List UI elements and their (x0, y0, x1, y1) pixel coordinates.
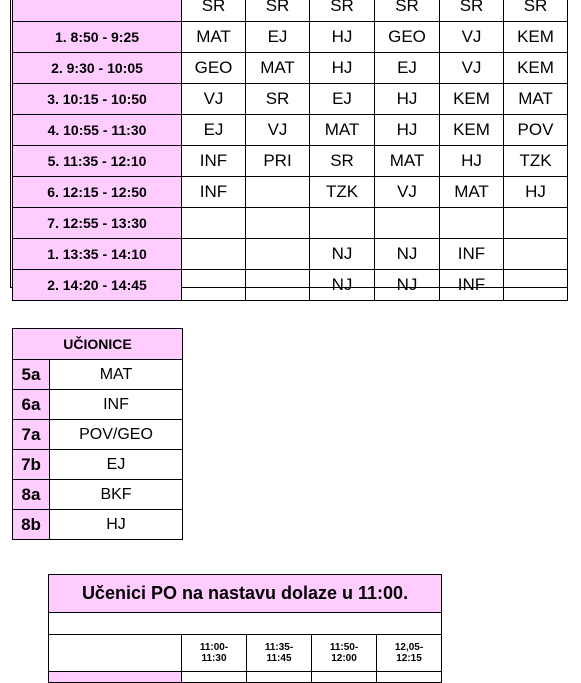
classroom-row (13, 450, 183, 480)
subject-cell: EJ (182, 115, 246, 146)
classroom-label: 6a (13, 390, 50, 420)
period-time: 2. 14:20 - 14:45 (13, 270, 182, 301)
subject-cell: SR (246, 84, 310, 115)
schedule-row (13, 239, 568, 270)
schedule-row (13, 84, 568, 115)
classroom-subject: INF (50, 390, 183, 420)
schedule-header-cell: SR (504, 0, 568, 22)
po-cut-cell (49, 672, 182, 683)
subject-cell: PRI (246, 146, 310, 177)
subject-cell: INF (440, 239, 504, 270)
schedule-table (12, 0, 568, 301)
subject-cell (504, 270, 568, 301)
subject-cell: HJ (310, 53, 375, 84)
subject-cell: HJ (504, 177, 568, 208)
subject-cell: MAT (182, 22, 246, 53)
subject-cell: NJ (310, 239, 375, 270)
subject-cell: TZK (310, 177, 375, 208)
subject-cell: MAT (310, 115, 375, 146)
classroom-row (13, 360, 183, 390)
po-notice-title: Učenici PO na nastavu dolaze u 11:00. (49, 575, 442, 613)
schedule-header-cell: SR (310, 0, 375, 22)
subject-cell: TZK (504, 146, 568, 177)
po-time-slot-end: 12:00 (331, 653, 357, 664)
po-time-slot-end: 11:30 (201, 653, 227, 664)
subject-cell (182, 270, 246, 301)
subject-cell: VJ (246, 115, 310, 146)
period-time: 6. 12:15 - 12:50 (13, 177, 182, 208)
schedule-row (13, 270, 568, 301)
classroom-subject: POV/GEO (50, 420, 183, 450)
po-time-slot-start: 11:50- (329, 642, 359, 653)
po-time-slot-end: 11:45 (266, 653, 292, 664)
subject-cell: EJ (246, 22, 310, 53)
schedule-header-corner (13, 0, 182, 22)
subject-cell: KEM (440, 115, 504, 146)
schedule-row (13, 177, 568, 208)
po-slots-row (49, 635, 442, 672)
po-cut-cell (247, 672, 312, 683)
subject-cell: KEM (504, 53, 568, 84)
subject-cell: INF (182, 146, 246, 177)
po-notice-blank-row (49, 613, 442, 635)
classroom-subject: HJ (50, 510, 183, 540)
schedule-header-cell: SR (440, 0, 504, 22)
classroom-label: 5a (13, 360, 50, 390)
subject-cell (504, 208, 568, 239)
subject-cell: SR (310, 146, 375, 177)
subject-cell: POV (504, 115, 568, 146)
schedule-row (13, 53, 568, 84)
subject-cell: VJ (440, 22, 504, 53)
subject-cell (246, 208, 310, 239)
subject-cell: MAT (504, 84, 568, 115)
classroom-subject: EJ (50, 450, 183, 480)
subject-cell: MAT (440, 177, 504, 208)
period-time: 2. 9:30 - 10:05 (13, 53, 182, 84)
classroom-subject: BKF (50, 480, 183, 510)
classroom-row (13, 510, 183, 540)
subject-cell: INF (182, 177, 246, 208)
classroom-row (13, 480, 183, 510)
period-time: 7. 12:55 - 13:30 (13, 208, 182, 239)
subject-cell: HJ (310, 22, 375, 53)
po-time-slot (247, 635, 312, 672)
po-time-slot-start: 11:35- (264, 642, 294, 653)
subject-cell: NJ (375, 239, 440, 270)
classroom-row (13, 390, 183, 420)
subject-cell (375, 208, 440, 239)
subject-cell: NJ (310, 270, 375, 301)
subject-cell (182, 239, 246, 270)
subject-cell: KEM (440, 84, 504, 115)
classroom-label: 8b (13, 510, 50, 540)
po-time-slot-end: 12:15 (396, 653, 422, 664)
period-time: 1. 8:50 - 9:25 (13, 22, 182, 53)
subject-cell (310, 208, 375, 239)
subject-cell: HJ (375, 115, 440, 146)
po-time-slot-start: 11:00- (199, 642, 229, 653)
schedule-header-cell: SR (375, 0, 440, 22)
subject-cell: MAT (246, 53, 310, 84)
po-notice-table (48, 574, 442, 683)
schedule-row (13, 22, 568, 53)
subject-cell: VJ (182, 84, 246, 115)
po-cut-cell (377, 672, 442, 683)
subject-cell (440, 208, 504, 239)
po-cut-cell (182, 672, 247, 683)
period-time: 5. 11:35 - 12:10 (13, 146, 182, 177)
subject-cell (246, 270, 310, 301)
po-time-slot-start: 12,05- (394, 642, 424, 653)
classroom-subject: MAT (50, 360, 183, 390)
schedule-header-cell: SR (246, 0, 310, 22)
subject-cell: HJ (440, 146, 504, 177)
subject-cell: EJ (310, 84, 375, 115)
subject-cell: GEO (182, 53, 246, 84)
subject-cell: INF (440, 270, 504, 301)
period-time: 3. 10:15 - 10:50 (13, 84, 182, 115)
po-cut-row (49, 672, 442, 683)
classrooms-title: UČIONICE (13, 329, 183, 360)
po-slots-empty-cell (49, 635, 182, 672)
subject-cell: MAT (375, 146, 440, 177)
classroom-label: 8a (13, 480, 50, 510)
schedule-row (13, 146, 568, 177)
schedule-row (13, 208, 568, 239)
classroom-label: 7a (13, 420, 50, 450)
classrooms-table (12, 328, 183, 540)
period-time: 4. 10:55 - 11:30 (13, 115, 182, 146)
po-time-slot (182, 635, 247, 672)
subject-cell: HJ (375, 84, 440, 115)
subject-cell (246, 177, 310, 208)
classroom-label: 7b (13, 450, 50, 480)
classroom-row (13, 420, 183, 450)
subject-cell: KEM (504, 22, 568, 53)
schedule-row (13, 115, 568, 146)
subject-cell: GEO (375, 22, 440, 53)
subject-cell (504, 239, 568, 270)
subject-cell (182, 208, 246, 239)
subject-cell: VJ (375, 177, 440, 208)
schedule-header-cell: SR (182, 0, 246, 22)
schedule-header-row (13, 0, 568, 22)
subject-cell: VJ (440, 53, 504, 84)
period-time: 1. 13:35 - 14:10 (13, 239, 182, 270)
po-time-slot (377, 635, 442, 672)
subject-cell: NJ (375, 270, 440, 301)
po-time-slot (312, 635, 377, 672)
po-cut-cell (312, 672, 377, 683)
subject-cell: EJ (375, 53, 440, 84)
subject-cell (246, 239, 310, 270)
